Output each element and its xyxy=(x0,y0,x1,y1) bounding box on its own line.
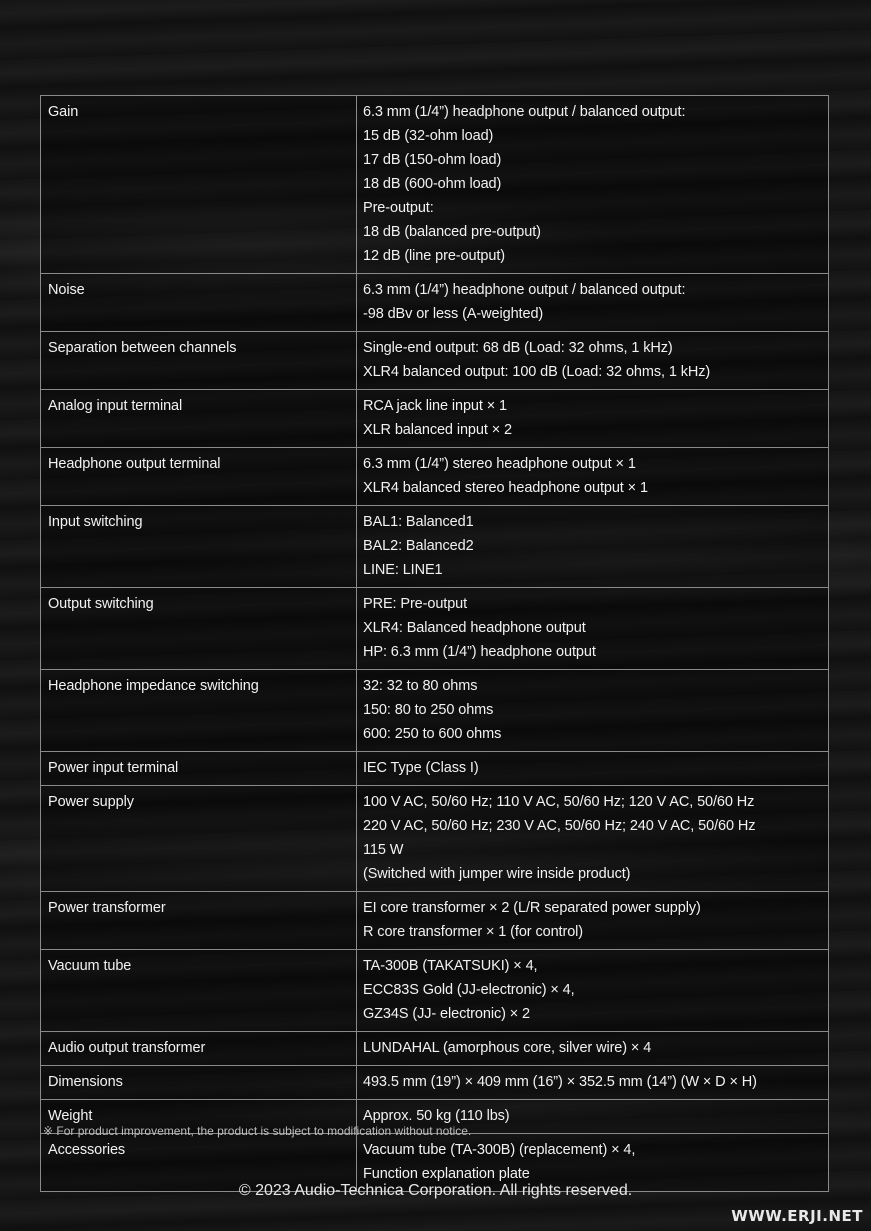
spec-value xyxy=(357,332,829,390)
spec-value-line: 18 dB (balanced pre-output) xyxy=(363,224,541,240)
spec-label: Audio output transformer xyxy=(41,1032,357,1066)
spec-value-line: 6.3 mm (1/4”) stereo headphone output × 1 xyxy=(363,456,636,472)
spec-value-line: Pre-output: xyxy=(363,200,434,216)
spec-value-line: XLR4 balanced stereo headphone output × 1 xyxy=(363,480,648,496)
spec-label: Power transformer xyxy=(41,892,357,950)
spec-row xyxy=(41,332,829,390)
spec-value-line: 600: 250 to 600 ohms xyxy=(363,726,502,742)
spec-value xyxy=(357,786,829,892)
spec-value-line: 115 W xyxy=(363,842,404,858)
spec-value-line: -98 dBv or less (A-weighted) xyxy=(363,306,544,322)
spec-value-line: (Switched with jumper wire inside product) xyxy=(363,866,631,882)
spec-value-line: GZ34S (JJ- electronic) × 2 xyxy=(363,1006,531,1022)
spec-value-line: 493.5 mm (19”) × 409 mm (16”) × 352.5 mm (14”) (W × D × H) xyxy=(363,1074,757,1090)
spec-label: Weight xyxy=(41,1100,357,1134)
spec-value-line: HP: 6.3 mm (1/4”) headphone output xyxy=(363,644,596,660)
spec-value-line: XLR4: Balanced headphone output xyxy=(363,620,586,636)
spec-value-line: Single-end output: 68 dB (Load: 32 ohms, 1 kHz) xyxy=(363,340,673,356)
spec-value-line: XLR balanced input × 2 xyxy=(363,422,512,438)
spec-value-line: LINE: LINE1 xyxy=(363,562,443,578)
spec-value-line: PRE: Pre-output xyxy=(363,596,468,612)
spec-label: Output switching xyxy=(41,588,357,670)
spec-row xyxy=(41,390,829,448)
spec-label: Accessories xyxy=(41,1134,357,1192)
spec-value xyxy=(357,274,829,332)
spec-value-line: R core transformer × 1 (for control) xyxy=(363,924,584,940)
spec-value-line: Approx. 50 kg (110 lbs) xyxy=(363,1108,510,1124)
spec-value xyxy=(357,448,829,506)
spec-value-line: XLR4 balanced output: 100 dB (Load: 32 ohms, 1 kHz) xyxy=(363,364,711,380)
spec-row xyxy=(41,448,829,506)
spec-label: Noise xyxy=(41,274,357,332)
spec-value xyxy=(357,506,829,588)
spec-label: Gain xyxy=(41,96,357,274)
watermark: WWW.ERJI.NET xyxy=(731,1207,863,1225)
spec-value-line: TA-300B (TAKATSUKI) × 4, xyxy=(363,958,538,974)
spec-value-line: IEC Type (Class I) xyxy=(363,760,479,776)
spec-row xyxy=(41,274,829,332)
spec-value-line: 220 V AC, 50/60 Hz; 230 V AC, 50/60 Hz; 240 V AC, 50/60 Hz xyxy=(363,818,756,834)
spec-value xyxy=(357,390,829,448)
spec-label: Headphone output terminal xyxy=(41,448,357,506)
spec-value-line: 6.3 mm (1/4”) headphone output / balanced output: xyxy=(363,104,686,120)
spec-value-line: 15 dB (32-ohm load) xyxy=(363,128,494,144)
spec-row xyxy=(41,506,829,588)
spec-value-line: LUNDAHAL (amorphous core, silver wire) × 4 xyxy=(363,1040,652,1056)
spec-value-line: RCA jack line input × 1 xyxy=(363,398,507,414)
spec-row xyxy=(41,1066,829,1100)
spec-value-line: BAL2: Balanced2 xyxy=(363,538,474,554)
spec-row xyxy=(41,96,829,274)
spec-row xyxy=(41,892,829,950)
spec-value xyxy=(357,752,829,786)
spec-value-line: BAL1: Balanced1 xyxy=(363,514,474,530)
spec-label: Vacuum tube xyxy=(41,950,357,1032)
spec-value xyxy=(357,950,829,1032)
spec-row xyxy=(41,752,829,786)
spec-label: Power supply xyxy=(41,786,357,892)
spec-value-line: 100 V AC, 50/60 Hz; 110 V AC, 50/60 Hz; 120 V AC, 50/60 Hz xyxy=(363,794,755,810)
spec-row xyxy=(41,670,829,752)
spec-value-line: Function explanation plate xyxy=(363,1166,530,1182)
spec-value xyxy=(357,1066,829,1100)
spec-label: Input switching xyxy=(41,506,357,588)
spec-row xyxy=(41,786,829,892)
spec-label: Analog input terminal xyxy=(41,390,357,448)
spec-row xyxy=(41,950,829,1032)
spec-label: Headphone impedance switching xyxy=(41,670,357,752)
spec-label: Dimensions xyxy=(41,1066,357,1100)
spec-value-line: 32: 32 to 80 ohms xyxy=(363,678,478,694)
spec-value-line: 17 dB (150-ohm load) xyxy=(363,152,502,168)
spec-value xyxy=(357,892,829,950)
spec-row xyxy=(41,588,829,670)
spec-label: Separation between channels xyxy=(41,332,357,390)
spec-value xyxy=(357,96,829,274)
spec-value-line: 6.3 mm (1/4”) headphone output / balanced output: xyxy=(363,282,686,298)
spec-table-body xyxy=(41,96,829,1192)
spec-value xyxy=(357,670,829,752)
spec-value-line: 18 dB (600-ohm load) xyxy=(363,176,502,192)
spec-row xyxy=(41,1032,829,1066)
spec-value-line: EI core transformer × 2 (L/R separated power supply) xyxy=(363,900,701,916)
footnote: ※ For product improvement, the product is subject to modification without notice. xyxy=(43,1124,472,1138)
spec-value-line: 12 dB (line pre-output) xyxy=(363,248,505,264)
spec-value xyxy=(357,588,829,670)
spec-value-line: Vacuum tube (TA-300B) (replacement) × 4, xyxy=(363,1142,636,1158)
spec-table xyxy=(40,95,829,1192)
spec-label: Power input terminal xyxy=(41,752,357,786)
spec-value-line: 150: 80 to 250 ohms xyxy=(363,702,494,718)
copyright: © 2023 Audio-Technica Corporation. All rights reserved. xyxy=(238,1182,633,1199)
spec-value xyxy=(357,1032,829,1066)
spec-value-line: ECC83S Gold (JJ-electronic) × 4, xyxy=(363,982,575,998)
